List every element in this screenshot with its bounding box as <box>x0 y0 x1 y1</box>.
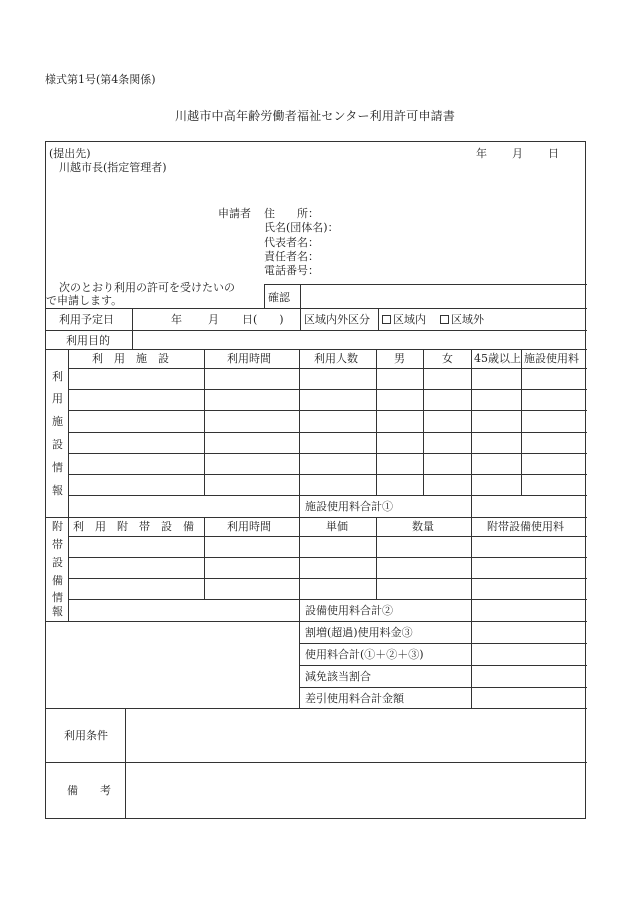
facility-total-field[interactable] <box>472 496 586 516</box>
facility-side-char-6: 報 <box>52 484 63 497</box>
equipment-total-field[interactable] <box>472 600 586 620</box>
fee-total-label: 使用料合計(①＋②＋③) <box>305 648 424 661</box>
confirm-field[interactable] <box>301 285 586 307</box>
confirm-label: 確認 <box>268 291 290 304</box>
facility-time-header: 利用時間 <box>227 352 271 365</box>
surcharge-label: 割増(超過)使用料金③ <box>305 626 413 639</box>
reduction-label: 減免該当割合 <box>305 670 371 683</box>
application-form <box>45 141 586 819</box>
applicant-representative: 代表者名： <box>264 236 319 249</box>
equipment-side-char-4: 備 <box>52 574 63 587</box>
area-outside-checkbox[interactable] <box>440 315 449 324</box>
schedule-year: 年 <box>171 313 182 326</box>
facility-people-header: 利用人数 <box>314 352 358 365</box>
net-total-field[interactable] <box>472 688 586 707</box>
conditions-field[interactable] <box>126 709 586 761</box>
applicant-address: 住 所： <box>264 207 319 220</box>
schedule-date-label: 利用予定日 <box>59 313 114 326</box>
date-year-label: 年 <box>476 147 487 160</box>
facility-side-char-2: 用 <box>52 392 63 405</box>
facility-male-header: 男 <box>394 352 405 365</box>
equipment-side-char-1: 附 <box>52 520 63 533</box>
remarks-field[interactable] <box>126 763 586 818</box>
request-text-line1: 次のとおり利用の許可を受けたいの <box>59 281 235 294</box>
equipment-side-char-5: 情 <box>52 591 63 604</box>
facility-female-header: 女 <box>442 352 453 365</box>
facility-over45-header: 45歳以上 <box>474 352 521 365</box>
equipment-time-header: 利用時間 <box>227 520 271 533</box>
applicant-phone: 電話番号： <box>264 264 319 277</box>
equipment-side-char-3: 設 <box>52 556 63 569</box>
form-number: 様式第1号(第4条関係) <box>45 73 156 86</box>
remarks-label: 備 考 <box>67 784 111 797</box>
facility-side-char-5: 情 <box>52 461 63 474</box>
equipment-total-label: 設備使用料合計② <box>305 604 393 617</box>
date-month-label: 月 <box>512 147 523 160</box>
applicant-responsible: 責任者名： <box>264 250 319 263</box>
fee-total-field[interactable] <box>472 644 586 664</box>
applicant-label: 申請者 <box>218 207 251 220</box>
purpose-field[interactable] <box>133 331 586 348</box>
request-text-line2: で申請します。 <box>46 294 123 307</box>
area-label: 区域内外区分 <box>304 313 370 326</box>
area-inside-checkbox[interactable] <box>382 315 391 324</box>
area-outside-option[interactable] <box>440 313 484 326</box>
facility-header: 利 用 施 設 <box>92 352 169 365</box>
equipment-side-char-2: 帯 <box>52 538 63 551</box>
facility-side-char-4: 設 <box>52 438 63 451</box>
area-inside-option[interactable] <box>382 313 426 326</box>
schedule-month: 月 <box>208 313 219 326</box>
equipment-unit-price-header: 単価 <box>326 520 348 533</box>
area-outside-label: 区域外 <box>451 313 484 326</box>
recipient-label: 川越市長(指定管理者) <box>59 161 167 174</box>
purpose-label: 利用目的 <box>66 334 110 347</box>
surcharge-field[interactable] <box>472 622 586 642</box>
submit-to-label: (提出先) <box>49 147 91 160</box>
schedule-day: 日( ) <box>242 313 284 326</box>
facility-total-label: 施設使用料合計① <box>305 500 393 513</box>
equipment-header: 利 用 附 帯 設 備 <box>73 520 194 533</box>
equipment-side-char-6: 報 <box>52 605 63 618</box>
facility-fee-header: 施設使用料 <box>524 352 579 365</box>
area-inside-label: 区域内 <box>393 313 426 326</box>
facility-side-char-1: 利 <box>52 370 63 383</box>
equipment-fee-header: 附帯設備使用料 <box>487 520 564 533</box>
net-total-label: 差引使用料合計金額 <box>305 692 404 705</box>
facility-side-char-3: 施 <box>52 415 63 428</box>
applicant-name: 氏名(団体名)： <box>264 221 339 234</box>
date-day-label: 日 <box>548 147 559 160</box>
form-title: 川越市中高年齢労働者福祉センター利用許可申請書 <box>174 109 456 123</box>
conditions-label: 利用条件 <box>64 729 108 742</box>
reduction-field[interactable] <box>472 666 586 686</box>
equipment-quantity-header: 数量 <box>412 520 434 533</box>
